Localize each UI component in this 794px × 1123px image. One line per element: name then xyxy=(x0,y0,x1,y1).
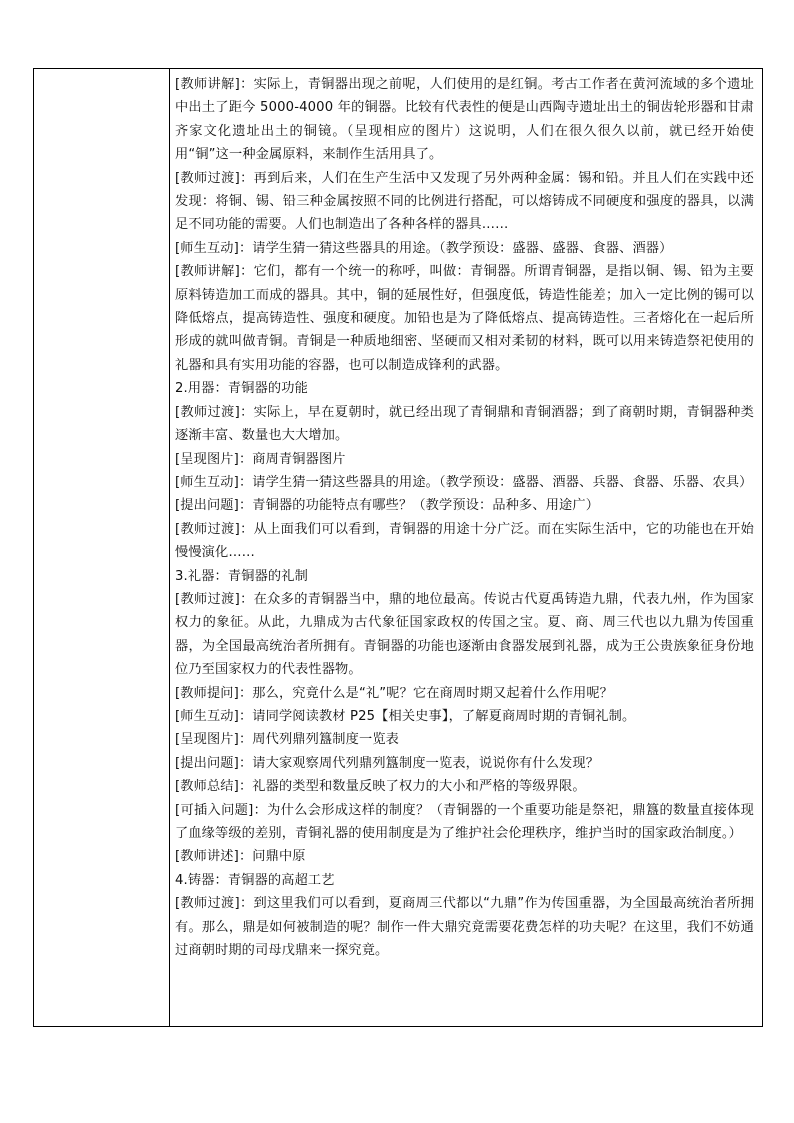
section-heading-ritual: 3.礼器：青铜器的礼制 xyxy=(175,568,308,584)
paragraph-question-observe: [提出问题]：请大家观察周代列鼎列簋制度一览表，说说你有什么发现？ xyxy=(175,755,600,771)
paragraph-teacher-explain-red-copper: [教师讲解]：实际上，青铜器出现之前呢，人们使用的是红铜。考古工作者在黄河流域的多个遗址中出土了距今 5000-4000 年的铜器。比较有代表性的便是山西陶寺遗址出土的铜齿轮形器和甘肃齐家文化遗址出土的铜镜。（呈现相应的图片）这说明，人们在很久很久以前，就已经开始使用“铜”这一种金属原料，来制作生活用具了。 xyxy=(175,77,754,163)
paragraph-transition-evolution: [教师过渡]：从上面我们可以看到，青铜器的用途十分广泛。而在实际生活中，它的功能也在开始慢慢演化…… xyxy=(175,521,754,561)
table-content-cell xyxy=(171,69,762,1026)
paragraph-interaction-guess-use-2: [师生互动]：请学生猜一猜这些器具的用途。（教学预设：盛器、酒器、兵器、食器、乐器、农具） xyxy=(175,474,753,490)
paragraph-teacher-narrate: [教师讲述]：问鼎中原 xyxy=(175,849,306,865)
table-left-cell xyxy=(34,69,170,1026)
paragraph-show-table: [呈现图片]：周代列鼎列簋制度一览表 xyxy=(175,732,399,748)
section-heading-function: 2.用器：青铜器的功能 xyxy=(175,381,308,397)
paragraph-question-function: [提出问题]：青铜器的功能特点有哪些？（教学预设：品种多、用途广） xyxy=(175,498,600,514)
paragraph-teacher-explain-bronze: [教师讲解]：它们，都有一个统一的称呼，叫做：青铜器。所谓青铜器，是指以铜、锡、铅为主要原料铸造加工而成的器具。其中，铜的延展性好，但强度低，铸造性能差；加入一定比例的锡可以降低熔点，提高铸造性、强度和硬度。加铅也是为了降低熔点、提高铸造性。三者熔化在一起后所形成的就叫做青铜。青铜是一种质地细密、坚硬而又相对柔韧的材料，既可以用来铸造祭祀使用的礼器和具有实用功能的容器，也可以制造成锋利的武器。 xyxy=(175,264,754,373)
paragraph-transition-xia-shang: [教师过渡]：实际上，早在夏朝时，就已经出现了青铜鼎和青铜酒器；到了商朝时期，青铜器种类逐渐丰富、数量也大大增加。 xyxy=(175,404,754,444)
lesson-table xyxy=(33,68,763,1027)
section-heading-casting: 4.铸器：青铜器的高超工艺 xyxy=(175,872,335,888)
paragraph-interaction-read-textbook: [师生互动]：请同学阅读教材 P25【相关史事】，了解夏商周时期的青铜礼制。 xyxy=(175,708,636,724)
paragraph-transition-nine-ding: [教师过渡]：在众多的青铜器当中，鼎的地位最高。传说古代夏禹铸造九鼎，代表九州，作为国家权力的象征。从此，九鼎成为古代象征国家政权的传国之宝。夏、商、周三代也以九鼎为传国重器，为全国最高统治者所拥有。青铜器的功能也逐渐由食器发展到礼器，成为王公贵族象征身份地位乃至国家权力的代表性器物。 xyxy=(175,591,754,678)
paragraph-transition-simuwu-ding: [教师过渡]：到这里我们可以看到，夏商周三代都以“九鼎”作为传国重器，为全国最高统治者所拥有。那么，鼎是如何被制造的呢？制作一件大鼎究竟需要花费怎样的功夫呢？在这里，我们不妨通过商朝时期的司母戊鼎来一探究竟。 xyxy=(175,896,754,959)
paragraph-show-images: [呈现图片]：商周青铜器图片 xyxy=(175,451,346,467)
paragraph-teacher-transition-tin-lead: [教师过渡]：再到后来，人们在生产生活中又发现了另外两种金属：锡和铅。并且人们在实践中还发现：将铜、锡、铅三种金属按照不同的比例进行搭配，可以熔铸成不同硬度和强度的器具，以满足不同功能的需要。人们也制造出了各种各样的器具…… xyxy=(175,170,754,233)
paragraph-optional-question: [可插入问题]：为什么会形成这样的制度？（青铜器的一个重要功能是祭祀，鼎簋的数量直接体现了血缘等级的差别，青铜礼器的使用制度是为了维护社会伦理秩序，维护当时的国家政治制度。） xyxy=(175,802,754,841)
paragraph-interaction-guess-use: [师生互动]：请学生猜一猜这些器具的用途。（教学预设：盛器、盛器、食器、酒器） xyxy=(175,240,673,256)
paragraph-teacher-summary: [教师总结]：礼器的类型和数量反映了权力的大小和严格的等级界限。 xyxy=(175,779,586,795)
paragraph-teacher-question-li: [教师提问]：那么，究竟什么是“礼”呢？它在商周时期又起着什么作用呢？ xyxy=(175,685,614,701)
